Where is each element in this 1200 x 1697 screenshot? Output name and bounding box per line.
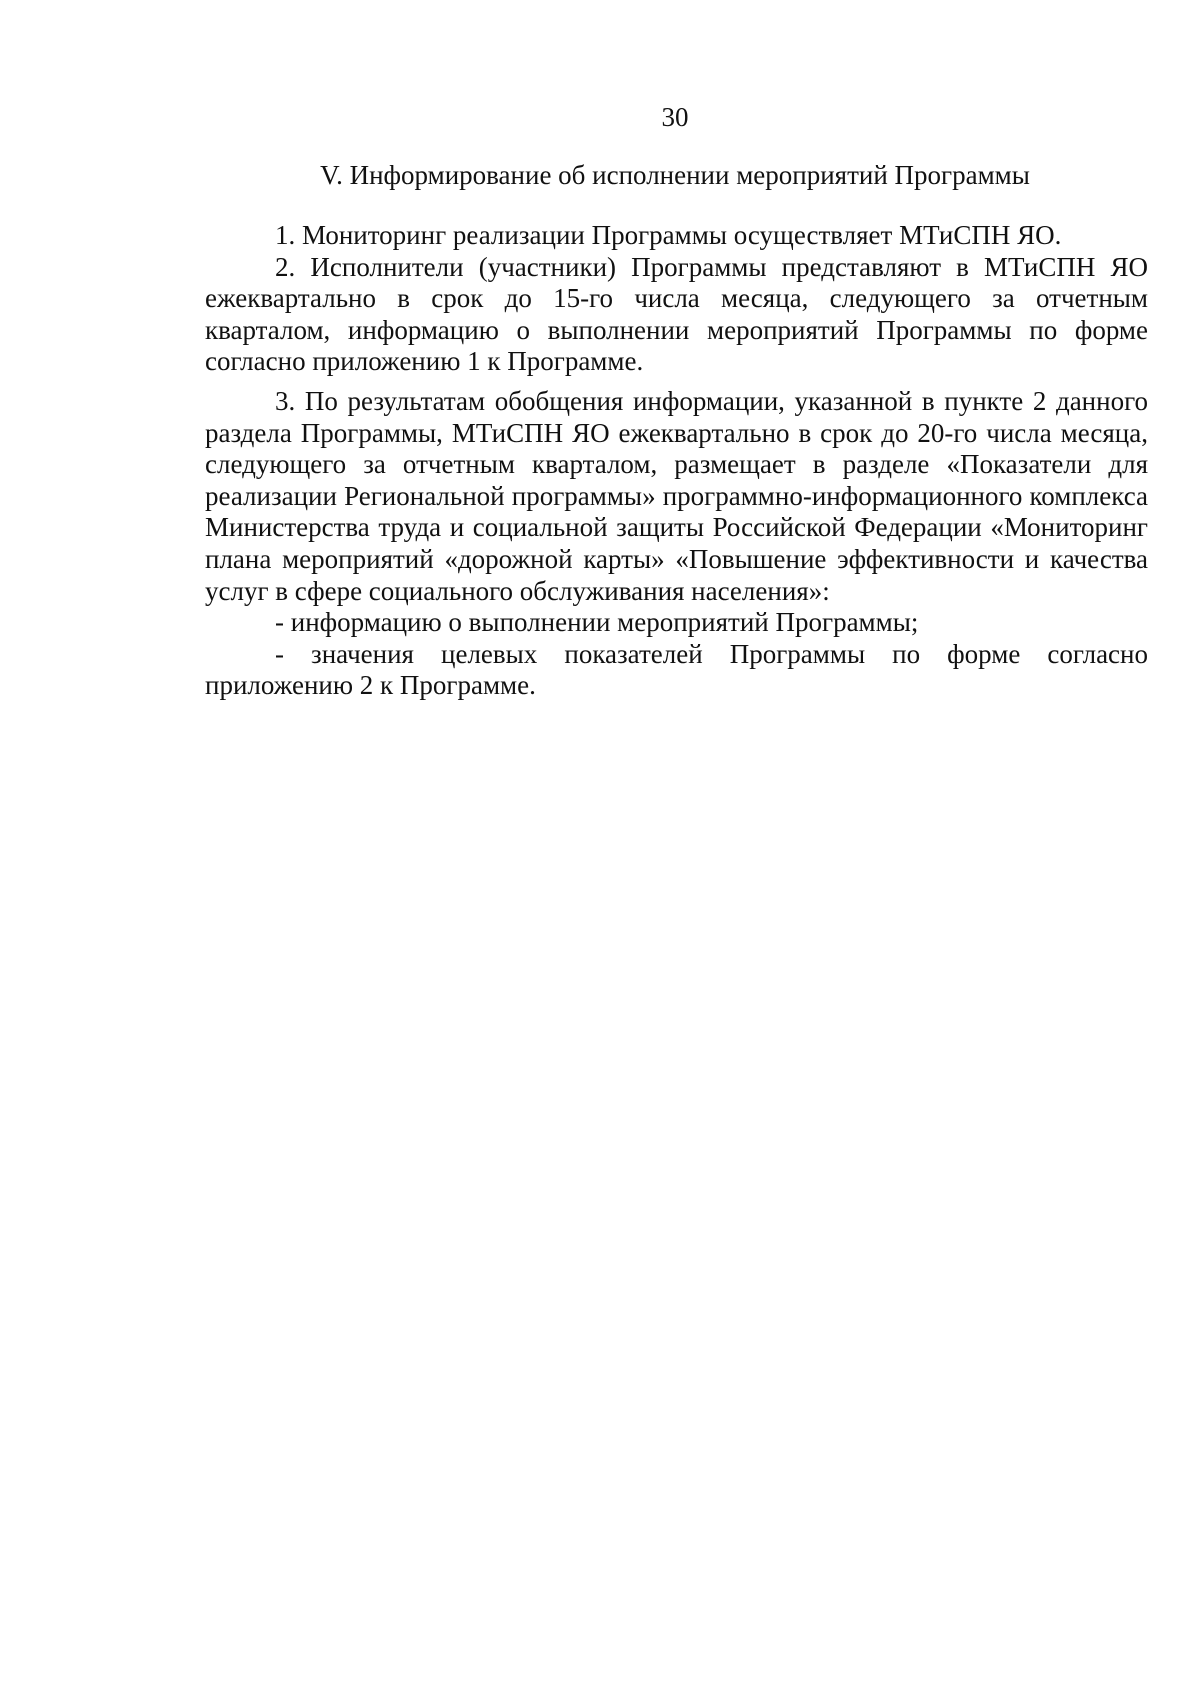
- list-item-indicators: - значения целевых показателей Программы по форме согласно приложению 2 к Программе.: [205, 638, 1148, 701]
- paragraph-item-1: 1. Мониторинг реализации Программы осуществляет МТиСПН ЯО.: [275, 220, 1062, 250]
- paragraph-item-3: 3. По результатам обобщения информации, указанной в пункте 2 данного раздела Программы, МТиСПН ЯО ежеквартально в срок до 20-го числа месяца, следующего за отчетным кварталом, размещает в разделе «Показатели для реализации Региональной программы» программно-информационного комплекса Министерства труда и социальной защиты Российской Федерации «Мониторинг плана мероприятий «дорожной карты» «Повышение эффективности и качества услуг в сфере социального обслуживания населения»:: [205, 385, 1148, 606]
- list-item-information: - информацию о выполнении мероприятий Программы;: [275, 607, 919, 638]
- page-number: 30: [661, 102, 689, 132]
- section-body: [205, 220, 1148, 702]
- paragraph-item-2: 2. Исполнители (участники) Программы представляют в МТиСПН ЯО ежеквартально в срок до 15-го числа месяца, следующего за отчетным кварталом, информацию о выполнении мероприятий Программы по форме согласно приложению 1 к Программе.: [205, 251, 1148, 377]
- section-title: V. Информирование об исполнении мероприятий Программы: [320, 160, 1030, 190]
